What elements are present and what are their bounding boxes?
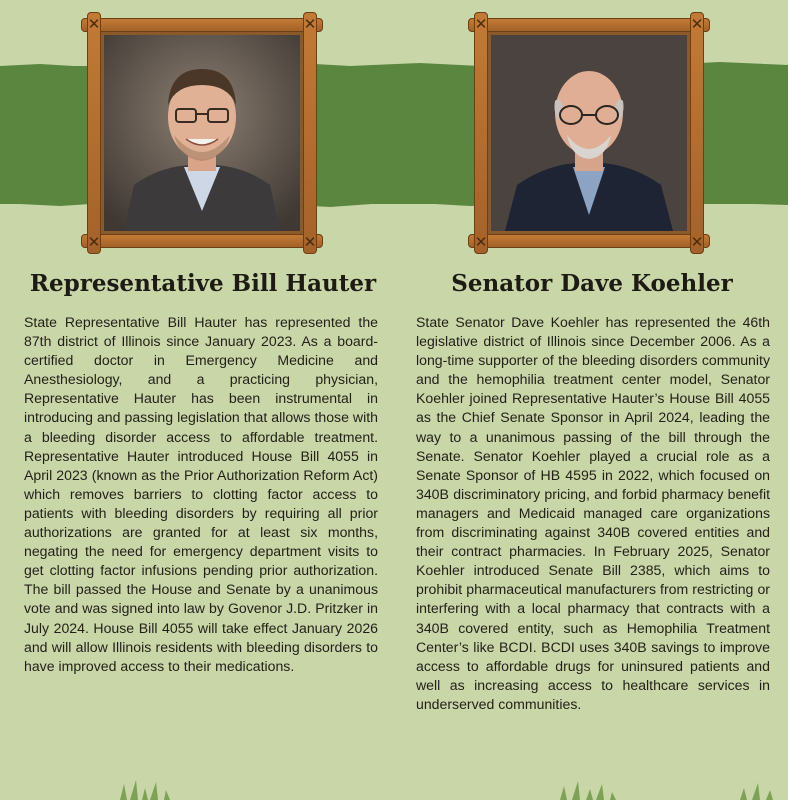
frame-tie-icon: ✕	[474, 15, 488, 33]
frame-tie-icon: ✕	[474, 233, 488, 251]
bill-hauter-photo	[101, 32, 303, 234]
frame-tie-icon: ✕	[87, 15, 101, 33]
frame-tie-icon: ✕	[87, 233, 101, 251]
grass-decoration	[0, 778, 788, 800]
right-name-heading: Senator Dave Koehler	[451, 270, 733, 297]
right-bio-text: State Senator Dave Koehler has represented the 46th legislative district of Illinois since December 2006. As a long-time supporter of the bleeding disorders community and the hemophilia treatment center model, Senator Koehler joined Representative Hauter’s House Bill 4055 as the Chief Senate Sponsor in April 2024, leading the way to a unanimous passing of the bill through the Senate. Senator Koehler played a crucial role as a Senate Sponsor of HB 4595 in 2022, which focused on 340B discriminatory pricing, and forbid pharmacy benefit managers and Medicaid managed care organizations from discriminating against 340B covered entities and their contract pharmacies. In February 2025, Senator Koehler introduced Senate Bill 2385, which aims to prohibit pharmaceutical manufacturers from restricting or interfering with a local pharmacy that contracts with a 340B covered entity, such as Hemophilia Treatment Center’s like BCDI. BCDI uses 340B savings to improve access to affordable drugs for uninsured patients and well as increasing access to healthcare services in underserved communities.	[416, 314, 770, 712]
frame-tie-icon: ✕	[303, 15, 317, 33]
right-portrait-frame	[474, 15, 704, 251]
dave-koehler-photo	[488, 32, 690, 234]
frame-tie-icon: ✕	[303, 233, 317, 251]
left-name-heading: Representative Bill Hauter	[29, 270, 377, 297]
frame-tie-icon: ✕	[690, 15, 704, 33]
left-portrait-frame	[87, 15, 317, 251]
left-bio-text: State Representative Bill Hauter has represented the 87th district of Illinois since January 2023. As a board-certified doctor in Emergency Medicine and Anesthesiology, and a practicing physician, Representative Hauter has been instrumental in introducing and passing legislation that allows those with a bleeding disorder access to affordable treatment. Representative Hauter introduced House Bill 4055 in April 2023 (known as the Prior Authorization Reform Act) which removes barriers to clotting factor access to patients with bleeding disorders by requiring all prior authorizations are granted for at least six months, negating the need for emergency department visits to get clotting factor infusions pending prior authorization. The bill passed the House and Senate by a unanimous vote and was signed into law by Govenor J.D. Pritzker in July 2024. House Bill 4055 will take effect January 2026 and will allow Illinois residents with bleeding disorders to have improved access to their medications.	[24, 314, 378, 674]
frame-tie-icon: ✕	[690, 233, 704, 251]
